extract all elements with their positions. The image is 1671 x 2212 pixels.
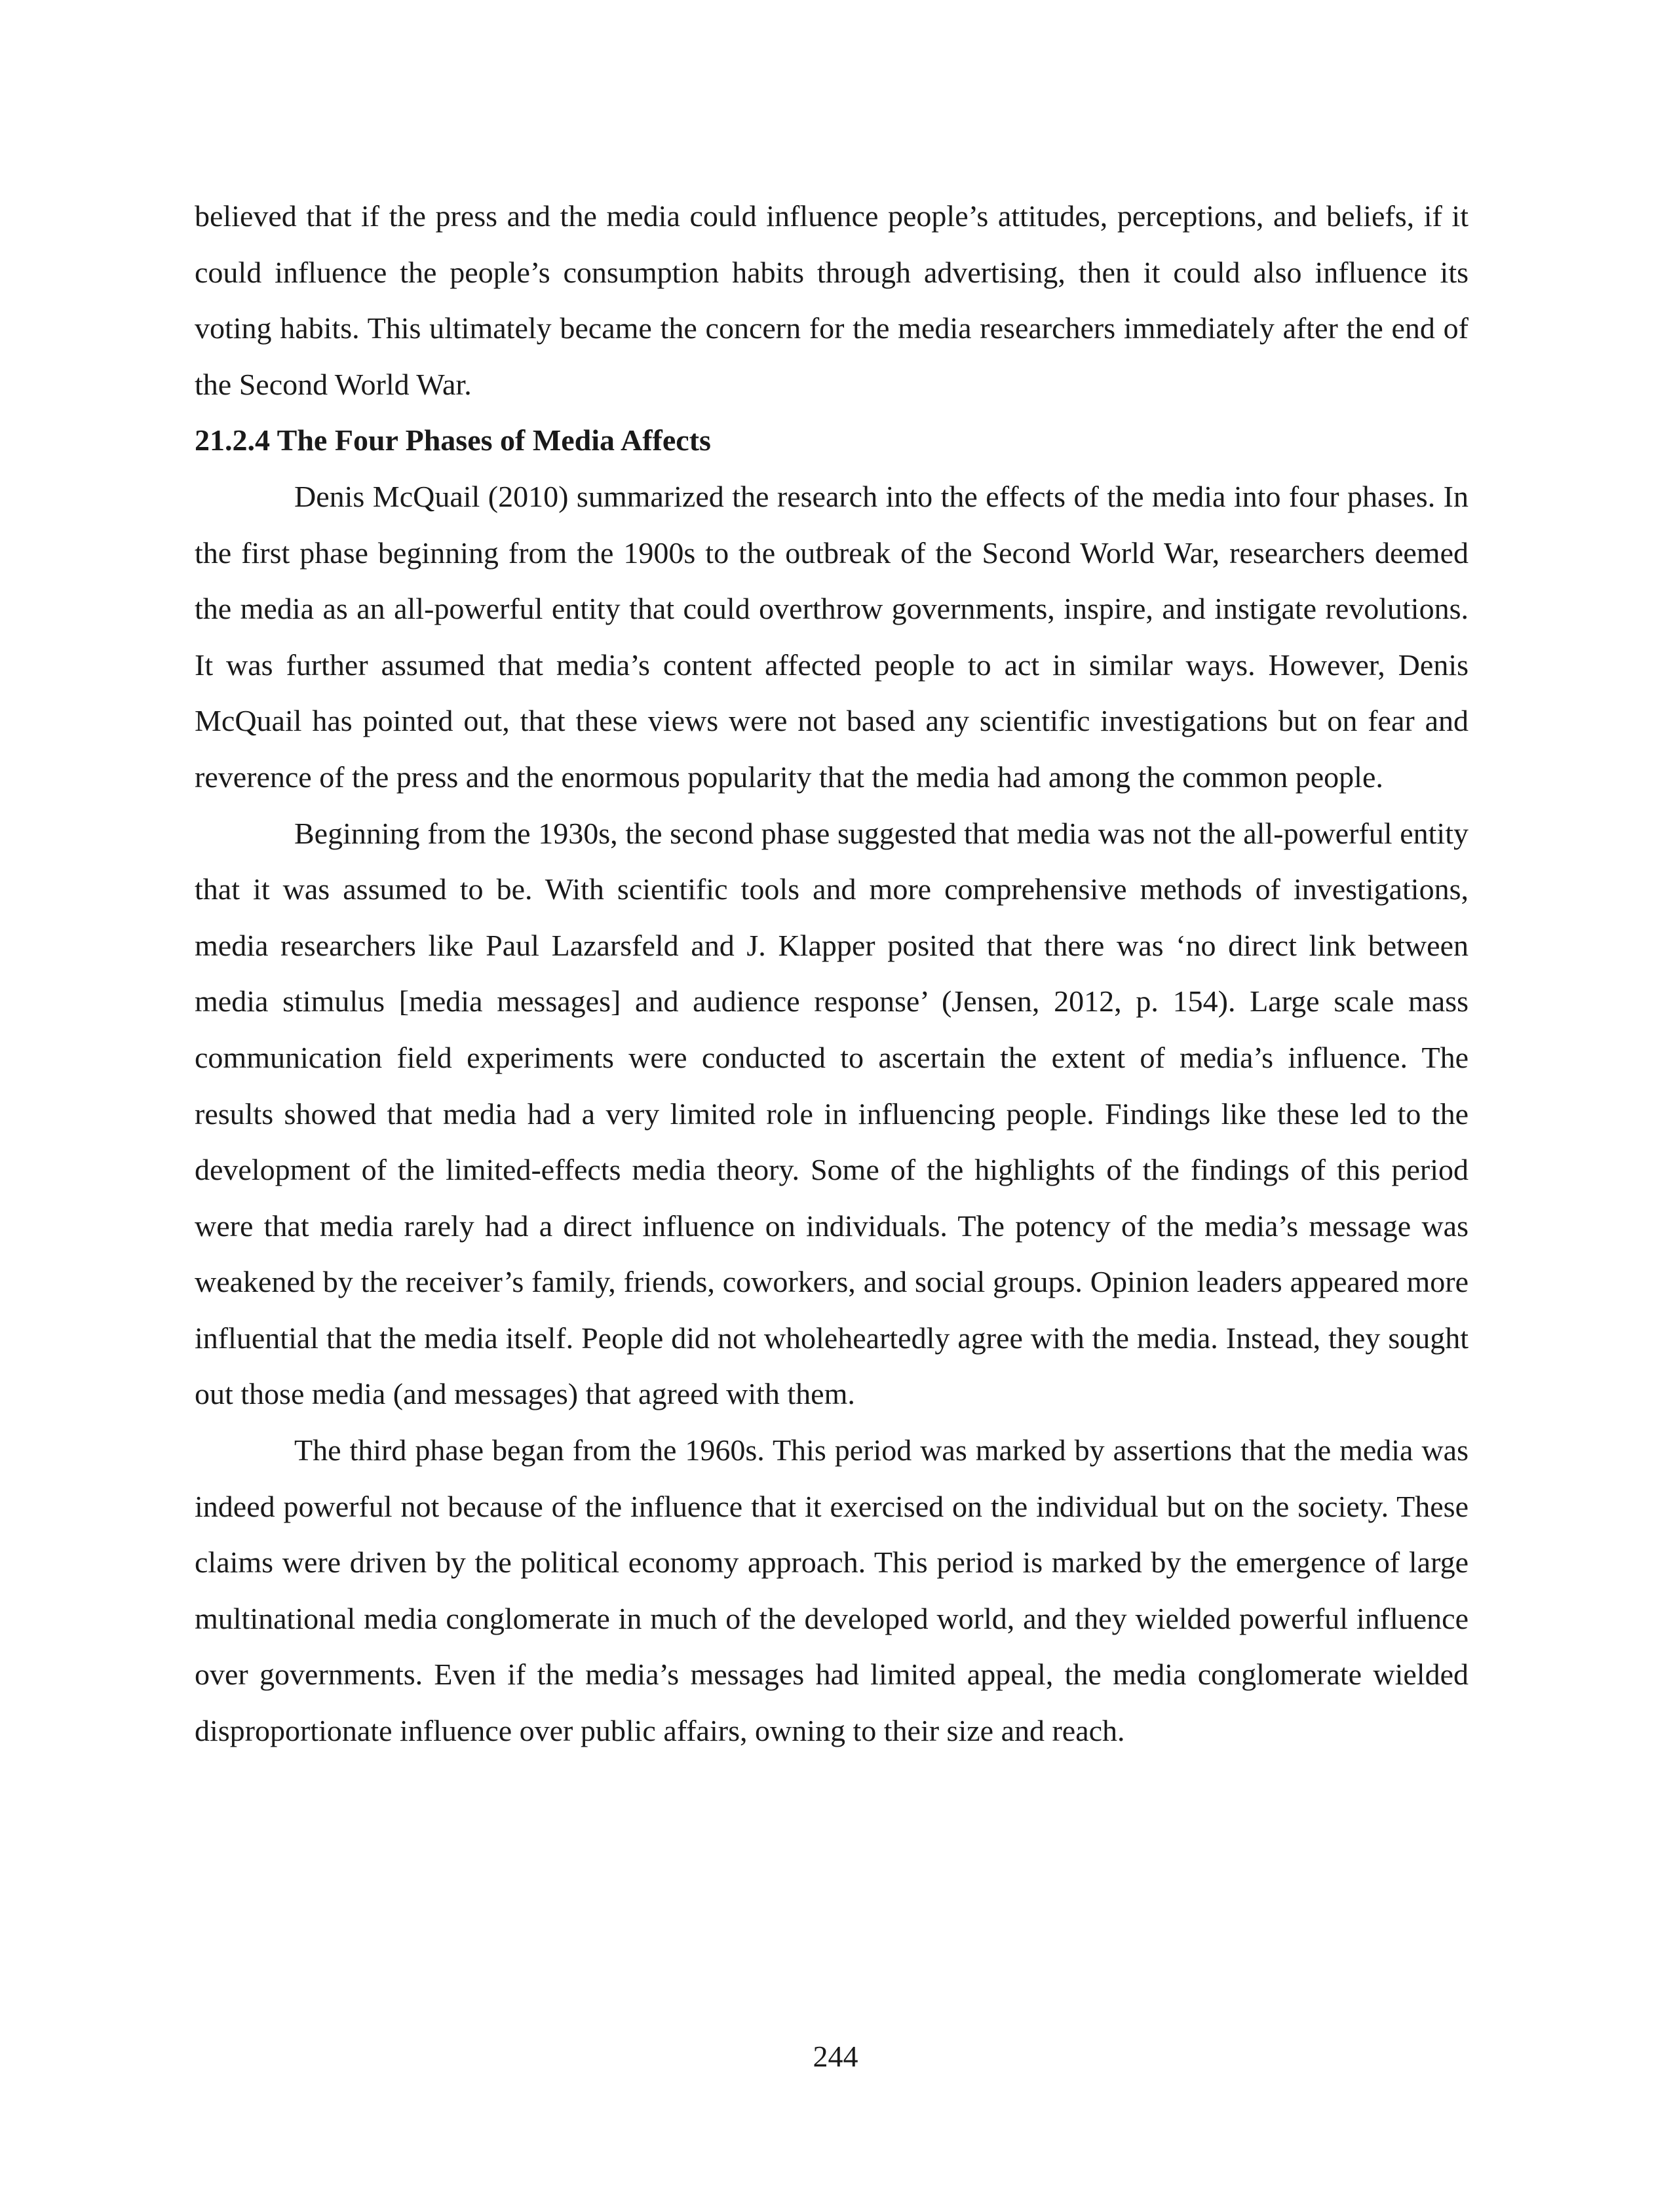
paragraph-third-phase: The third phase began from the 1960s. This period was marked by assertions that the media was indeed powerful not because of the influence that it exercised on the individual but on the society. These claims were driven by the political economy approach. This period is marked by the emergence of large multinational media conglomerate in much of the developed world, and they wielded powerful influence over governments. Even if the media’s messages had limited appeal, the media conglomerate wielded disproportionate influence over public affairs, owning to their size and reach. — [195, 1433, 1469, 1748]
page-number: 244 — [813, 2040, 858, 2073]
page-body — [195, 188, 1469, 1759]
paragraph-first-phase: Denis McQuail (2010) summarized the research into the effects of the media into four phases. In the first phase beginning from the 1900s to the outbreak of the Second World War, researchers deemed the media as an all-powerful entity that could overthrow governments, inspire, and instigate revolutions. It was further assumed that media’s content affected people to act in similar ways. However, Denis McQuail has pointed out, that these views were not based any scientific investigations but on fear and reverence of the press and the enormous popularity that the media had among the common people. — [195, 479, 1469, 794]
paragraph-second-phase: Beginning from the 1930s, the second phase suggested that media was not the all-powerful entity that it was assumed to be. With scientific tools and more comprehensive methods of investigations, media researchers like Paul Lazarsfeld and J. Klapper posited that there was ‘no direct link between media stimulus [media messages] and audience response’ (Jensen, 2012, p. 154). Large scale mass communication field experiments were conducted to ascertain the extent of media’s influence. The results showed that media had a very limited role in influencing people. Findings like these led to the development of the limited-effects media theory. Some of the highlights of the findings of this period were that media rarely had a direct influence on individuals. The potency of the media’s message was weakened by the receiver’s family, friends, coworkers, and social groups. Opinion leaders appeared more influential that the media itself. People did not wholeheartedly agree with the media. Instead, they sought out those media (and messages) that agreed with them. — [195, 816, 1469, 1411]
paragraph-continued: believed that if the press and the media could influence people’s attitudes, perceptions, and beliefs, if it could influence the people’s consumption habits through advertising, then it could also influence its voting habits. This ultimately became the concern for the media researchers immediately after the end of the Second World War. — [195, 199, 1469, 401]
section-heading: 21.2.4 The Four Phases of Media Affects — [195, 423, 711, 457]
